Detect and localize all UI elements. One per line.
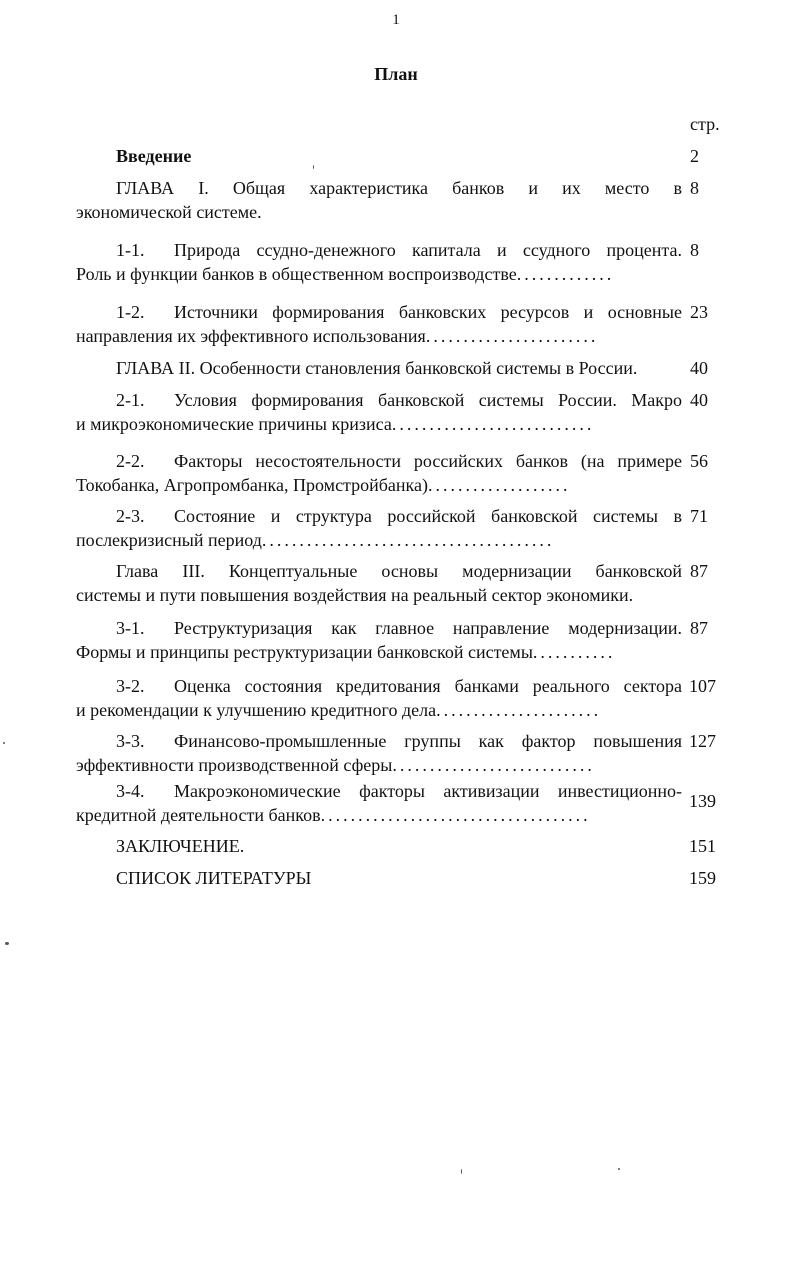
toc-entry-number: 3-1. bbox=[116, 618, 145, 638]
toc-entry-title: Состояние и структура российской банковской системы в bbox=[174, 506, 682, 526]
scan-speck bbox=[461, 1169, 462, 1174]
toc-entry-section-2-2 bbox=[76, 449, 720, 504]
toc-entry-page: 151 bbox=[689, 836, 716, 856]
toc-entry-references bbox=[76, 866, 720, 898]
toc-entry-page: 139 bbox=[689, 791, 716, 811]
toc-entry-number: 1-1. bbox=[116, 240, 145, 260]
toc-entry-page: 40 bbox=[690, 390, 708, 410]
scan-speck bbox=[313, 165, 314, 169]
toc-entry-section-2-3 bbox=[76, 504, 720, 559]
toc-entry-chapter-2 bbox=[76, 356, 720, 388]
toc-entry-title: Условия формирования банковской системы России. Макро bbox=[174, 390, 682, 410]
toc-entry-section-1-1 bbox=[76, 238, 720, 300]
toc-entry-title: Источники формирования банковских ресурсов и основные bbox=[174, 302, 682, 322]
toc-entry-title-cont: и рекомендации к улучшению кредитного дела bbox=[76, 700, 437, 720]
toc-entry-chapter-1 bbox=[76, 176, 720, 238]
toc-entry-title: Реструктуризация как главное направление модернизации. bbox=[174, 618, 682, 638]
toc-entry-page: 2 bbox=[690, 146, 699, 166]
toc-entry-page: 87 bbox=[690, 561, 708, 581]
toc-entry-section-3-3 bbox=[76, 729, 720, 779]
toc-entry-number: 2-1. bbox=[116, 390, 145, 410]
toc-entry-section-3-2 bbox=[76, 674, 720, 729]
toc-entry-number: 3-3. bbox=[116, 731, 145, 751]
toc-entry-conclusion bbox=[76, 834, 720, 866]
toc-entry-page: 8 bbox=[690, 240, 699, 260]
scan-speck bbox=[3, 742, 5, 744]
toc-entry-title: Природа ссудно-денежного капитала и ссудного процента. bbox=[174, 240, 682, 260]
dot-leader: ...................... bbox=[436, 700, 602, 720]
toc-entry-page: 127 bbox=[689, 731, 716, 751]
toc-entry-title: Введение bbox=[116, 146, 192, 166]
toc-entry-title-cont: системы и пути повышения воздействия на реальный сектор экономики. bbox=[76, 585, 634, 605]
toc-entry-title: СПИСОК ЛИТЕРАТУРЫ bbox=[116, 868, 312, 888]
toc-entry-page: 87 bbox=[690, 618, 708, 638]
toc-entry-title: Глава III. Концептуальные основы модернизации банковской bbox=[116, 561, 682, 581]
toc-entry-page: 71 bbox=[690, 506, 708, 526]
dot-leader: .................................... bbox=[320, 805, 591, 825]
toc-entry-title-cont: кредитной деятельности банков bbox=[76, 805, 321, 825]
scan-speck bbox=[618, 1168, 620, 1170]
toc-entry-page: 56 bbox=[690, 451, 708, 471]
toc-entry-title-cont: направления их эффективного использования bbox=[76, 326, 426, 346]
dot-leader: ................... bbox=[428, 475, 571, 495]
dot-leader: ........... bbox=[532, 642, 616, 662]
page-title: План bbox=[374, 64, 418, 84]
toc-entry-title-cont: Формы и принципы реструктуризации банковской системы bbox=[76, 642, 533, 662]
toc-entry-title: Оценка состояния кредитования банками реального сектора bbox=[174, 676, 682, 696]
toc-entry-title-cont: экономической системе. bbox=[76, 202, 262, 222]
toc-entry-number: 3-2. bbox=[116, 676, 145, 696]
toc-entry-introduction bbox=[76, 144, 720, 176]
toc-entry-chapter-3 bbox=[76, 559, 720, 616]
toc-entry-page: 8 bbox=[690, 178, 699, 198]
dot-leader: ........................... bbox=[392, 755, 595, 775]
toc-entry-title-cont: Роль и функции банков в общественном воспроизводстве bbox=[76, 264, 517, 284]
toc-entry-title: ЗАКЛЮЧЕНИЕ. bbox=[116, 836, 245, 856]
toc-entry-title: Финансово-промышленные группы как фактор повышения bbox=[174, 731, 682, 751]
toc-entry-section-1-2 bbox=[76, 300, 720, 356]
toc-entry-number: 1-2. bbox=[116, 302, 145, 322]
toc-entry-title: Макроэкономические факторы активизации инвестиционно- bbox=[174, 781, 682, 801]
toc-entry-page: 107 bbox=[689, 676, 716, 696]
dot-leader: ............. bbox=[516, 264, 615, 284]
toc-entry-title: Факторы несостоятельности российских банков (на примере bbox=[174, 451, 682, 471]
scan-speck bbox=[5, 942, 9, 945]
toc-entry-title-cont: эффективности производственной сферы bbox=[76, 755, 393, 775]
toc-entry-title-cont: Токобанка, Агропромбанка, Промстройбанка) bbox=[76, 475, 429, 495]
toc-entry-title-cont: послекризисный период bbox=[76, 530, 262, 550]
toc-entry-title: ГЛАВА II. Особенности становления банковской системы в России. bbox=[116, 358, 638, 378]
page-column-header: стр. bbox=[690, 114, 720, 134]
table-of-contents bbox=[76, 144, 720, 898]
toc-entry-number: 2-2. bbox=[116, 451, 145, 471]
toc-entry-section-2-1 bbox=[76, 388, 720, 449]
dot-leader: ....................................... bbox=[261, 530, 555, 550]
toc-entry-title-cont: и микроэкономические причины кризиса bbox=[76, 414, 392, 434]
toc-entry-page: 40 bbox=[690, 358, 708, 378]
toc-entry-number: 2-3. bbox=[116, 506, 145, 526]
toc-entry-title: ГЛАВА I. Общая характеристика банков и их место в bbox=[116, 178, 682, 198]
toc-entry-section-3-4 bbox=[76, 779, 720, 834]
toc-entry-page: 23 bbox=[690, 302, 708, 322]
dot-leader: ........................... bbox=[391, 414, 595, 434]
page-number: 1 bbox=[392, 12, 400, 28]
dot-leader: ....................... bbox=[425, 326, 599, 346]
toc-entry-number: 3-4. bbox=[116, 781, 145, 801]
toc-entry-section-3-1 bbox=[76, 616, 720, 674]
toc-entry-page: 159 bbox=[689, 868, 716, 888]
